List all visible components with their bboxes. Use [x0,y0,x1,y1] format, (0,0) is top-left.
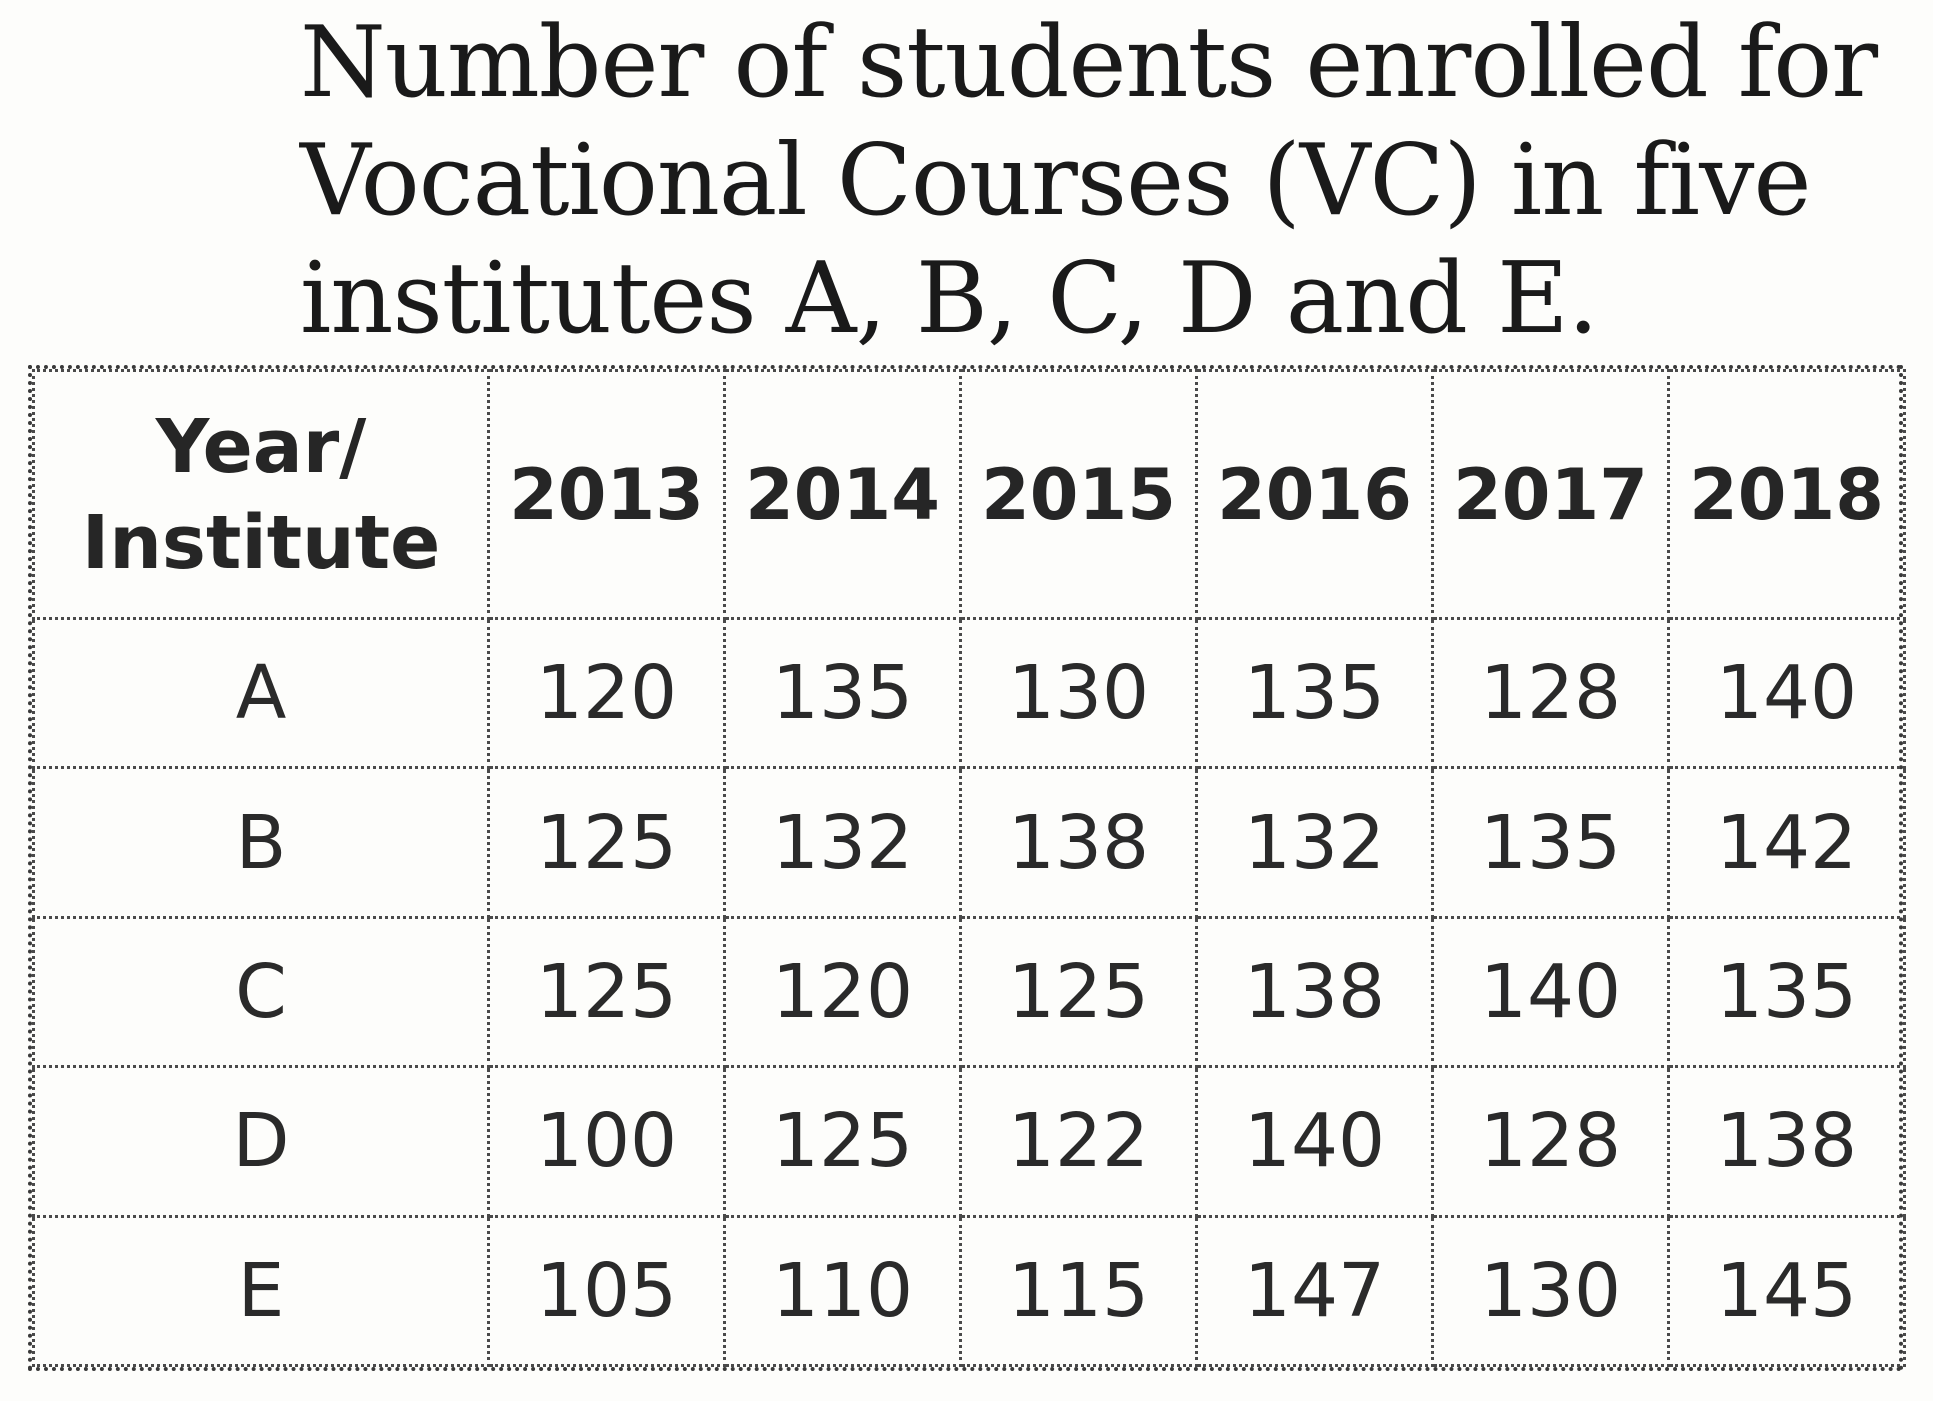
table-cell: 140 [1197,1067,1433,1216]
corner-header [34,371,489,619]
table-header-row [34,371,1905,619]
table-cell: 142 [1669,768,1905,917]
table-cell: 125 [489,768,725,917]
table-cell: 100 [489,1067,725,1216]
table-cell: 145 [1669,1216,1905,1365]
table-cell: 138 [1197,917,1433,1066]
table-cell: 130 [1433,1216,1669,1365]
table-row [34,768,1905,917]
title-line-3: institutes A, B, C, D and E. [300,242,1598,356]
table-cell: 122 [961,1067,1197,1216]
table-cell: 115 [961,1216,1197,1365]
year-header: 2014 [725,371,961,619]
table-cell: 125 [489,917,725,1066]
table-cell: 140 [1669,619,1905,768]
table-cell: 132 [1197,768,1433,917]
institute-label: C [34,917,489,1066]
table-cell: 138 [1669,1067,1905,1216]
institute-label: B [34,768,489,917]
enrollment-table-frame [28,365,1903,1371]
table-cell: 105 [489,1216,725,1365]
table-cell: 135 [725,619,961,768]
institute-label: A [34,619,489,768]
table-cell: 125 [961,917,1197,1066]
year-header: 2015 [961,371,1197,619]
table-cell: 135 [1197,619,1433,768]
year-header: 2017 [1433,371,1669,619]
table-row [34,917,1905,1066]
table-cell: 128 [1433,1067,1669,1216]
table-cell: 130 [961,619,1197,768]
table-cell: 135 [1669,917,1905,1066]
table-cell: 135 [1433,768,1669,917]
year-header: 2018 [1669,371,1905,619]
institute-label: E [34,1216,489,1365]
table-cell: 132 [725,768,961,917]
corner-header-year: Year/ [155,403,367,490]
table-cell: 120 [489,619,725,768]
table-cell: 128 [1433,619,1669,768]
year-header: 2013 [489,371,725,619]
table-cell: 125 [725,1067,961,1216]
title-line-2: Vocational Courses (VC) in five [300,124,1811,238]
table-row [34,619,1905,768]
enrollment-table [32,369,1906,1367]
table-cell: 110 [725,1216,961,1365]
title-line-1: Number of students enrolled for [300,6,1878,120]
document-title [300,4,1878,358]
table-cell: 120 [725,917,961,1066]
table-cell: 147 [1197,1216,1433,1365]
institute-label: D [34,1067,489,1216]
table-row [34,1216,1905,1365]
corner-header-institute: Institute [81,499,441,586]
table-row [34,1067,1905,1216]
table-cell: 140 [1433,917,1669,1066]
table-cell: 138 [961,768,1197,917]
year-header: 2016 [1197,371,1433,619]
